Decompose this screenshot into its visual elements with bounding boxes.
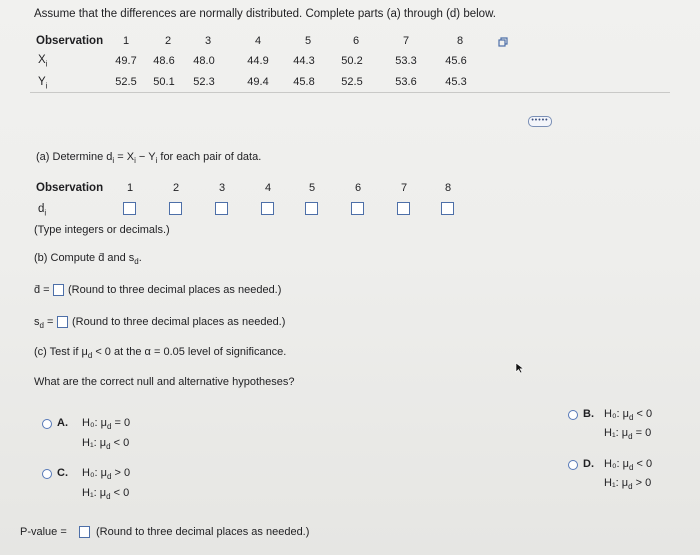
diff-observation-number: 2	[172, 182, 180, 194]
part-c-prompt: (c) Test if $\mu_d < 0$ at the α = 0.05 level of significance.	[34, 346, 287, 361]
x-value: 48.0	[193, 55, 215, 67]
pvalue-hint: (Round to three decimal places as needed.)	[96, 526, 310, 538]
x-value: 44.9	[247, 55, 269, 67]
option-b-letter: B.	[583, 408, 594, 420]
divider	[30, 92, 670, 93]
option-b-h0: H₀: $\mu_d < 0$	[604, 408, 653, 423]
option-c-radio[interactable]	[42, 469, 52, 479]
instructions: Assume that the differences are normally distributed. Complete parts (a) through (d) below.	[34, 8, 496, 20]
d-input-5[interactable]	[305, 202, 318, 215]
part-a-hint: (Type integers or decimals.)	[34, 224, 170, 236]
observation-number: 6	[352, 35, 360, 47]
diff-table-header-label: Observation	[36, 182, 104, 194]
option-c-h1: H₁: $\mu_d < 0$	[82, 487, 130, 502]
option-a-h1: H₁: $\mu_d < 0$	[82, 437, 130, 452]
option-a-radio[interactable]	[42, 419, 52, 429]
option-a-letter: A.	[57, 417, 68, 429]
observation-number: 3	[204, 35, 212, 47]
option-d-letter: D.	[583, 458, 594, 470]
diff-observation-number: 6	[354, 182, 362, 194]
option-b-radio[interactable]	[568, 410, 578, 420]
part-a-prompt: (a) Determine $d_i = X_i - Y_i$ for each pair of data.	[36, 151, 262, 166]
diff-observation-number: 5	[308, 182, 316, 194]
copy-icon[interactable]	[498, 37, 508, 47]
d-input-8[interactable]	[441, 202, 454, 215]
y-value: 52.5	[115, 76, 137, 88]
x-row-label: $X_i$	[38, 54, 48, 69]
y-value: 52.5	[341, 76, 363, 88]
part-b-prompt: (b) Compute d̄ and $s_d$.	[34, 252, 142, 267]
y-row-label: $Y_i$	[38, 76, 48, 91]
x-value: 50.2	[341, 55, 363, 67]
d-row-label: $d_i$	[38, 203, 47, 218]
diff-observation-number: 7	[400, 182, 408, 194]
y-value: 53.6	[395, 76, 417, 88]
expand-button[interactable]: •••••	[528, 116, 552, 127]
x-value: 49.7	[115, 55, 137, 67]
dbar-input[interactable]	[53, 284, 64, 296]
sd-hint: (Round to three decimal places as needed.)	[72, 316, 286, 328]
d-input-1[interactable]	[123, 202, 136, 215]
d-input-7[interactable]	[397, 202, 410, 215]
option-c-letter: C.	[57, 467, 68, 479]
sd-label: $s_d$ =	[34, 316, 54, 331]
mouse-cursor-icon	[515, 362, 525, 374]
y-value: 52.3	[193, 76, 215, 88]
option-b-h1: H₁: $\mu_d = 0$	[604, 427, 652, 442]
observation-number: 5	[304, 35, 312, 47]
y-value: 49.4	[247, 76, 269, 88]
d-input-6[interactable]	[351, 202, 364, 215]
x-value: 48.6	[153, 55, 175, 67]
observation-number: 1	[122, 35, 130, 47]
observation-number: 8	[456, 35, 464, 47]
hypotheses-question: What are the correct null and alternative hypotheses?	[34, 376, 295, 388]
d-input-2[interactable]	[169, 202, 182, 215]
option-a-h0: H₀: $\mu_d = 0$	[82, 417, 131, 432]
diff-observation-number: 3	[218, 182, 226, 194]
d-input-3[interactable]	[215, 202, 228, 215]
table-header-label: Observation	[36, 35, 104, 47]
pvalue-input[interactable]	[79, 526, 90, 538]
option-d-radio[interactable]	[568, 460, 578, 470]
y-value: 50.1	[153, 76, 175, 88]
y-value: 45.8	[293, 76, 315, 88]
d-input-4[interactable]	[261, 202, 274, 215]
x-value: 44.3	[293, 55, 315, 67]
pvalue-label: P-value =	[20, 526, 67, 538]
observation-number: 7	[402, 35, 410, 47]
y-value: 45.3	[445, 76, 467, 88]
dbar-hint: (Round to three decimal places as needed.)	[68, 284, 282, 296]
diff-observation-number: 8	[444, 182, 452, 194]
observation-number: 4	[254, 35, 262, 47]
option-c-h0: H₀: $\mu_d > 0$	[82, 467, 131, 482]
diff-observation-number: 1	[126, 182, 134, 194]
option-d-h0: H₀: $\mu_d < 0$	[604, 458, 653, 473]
dbar-label: d̄ =	[34, 284, 50, 296]
observation-number: 2	[164, 35, 172, 47]
x-value: 53.3	[395, 55, 417, 67]
diff-observation-number: 4	[264, 182, 272, 194]
x-value: 45.6	[445, 55, 467, 67]
option-d-h1: H₁: $\mu_d > 0$	[604, 477, 652, 492]
sd-input[interactable]	[57, 316, 68, 328]
